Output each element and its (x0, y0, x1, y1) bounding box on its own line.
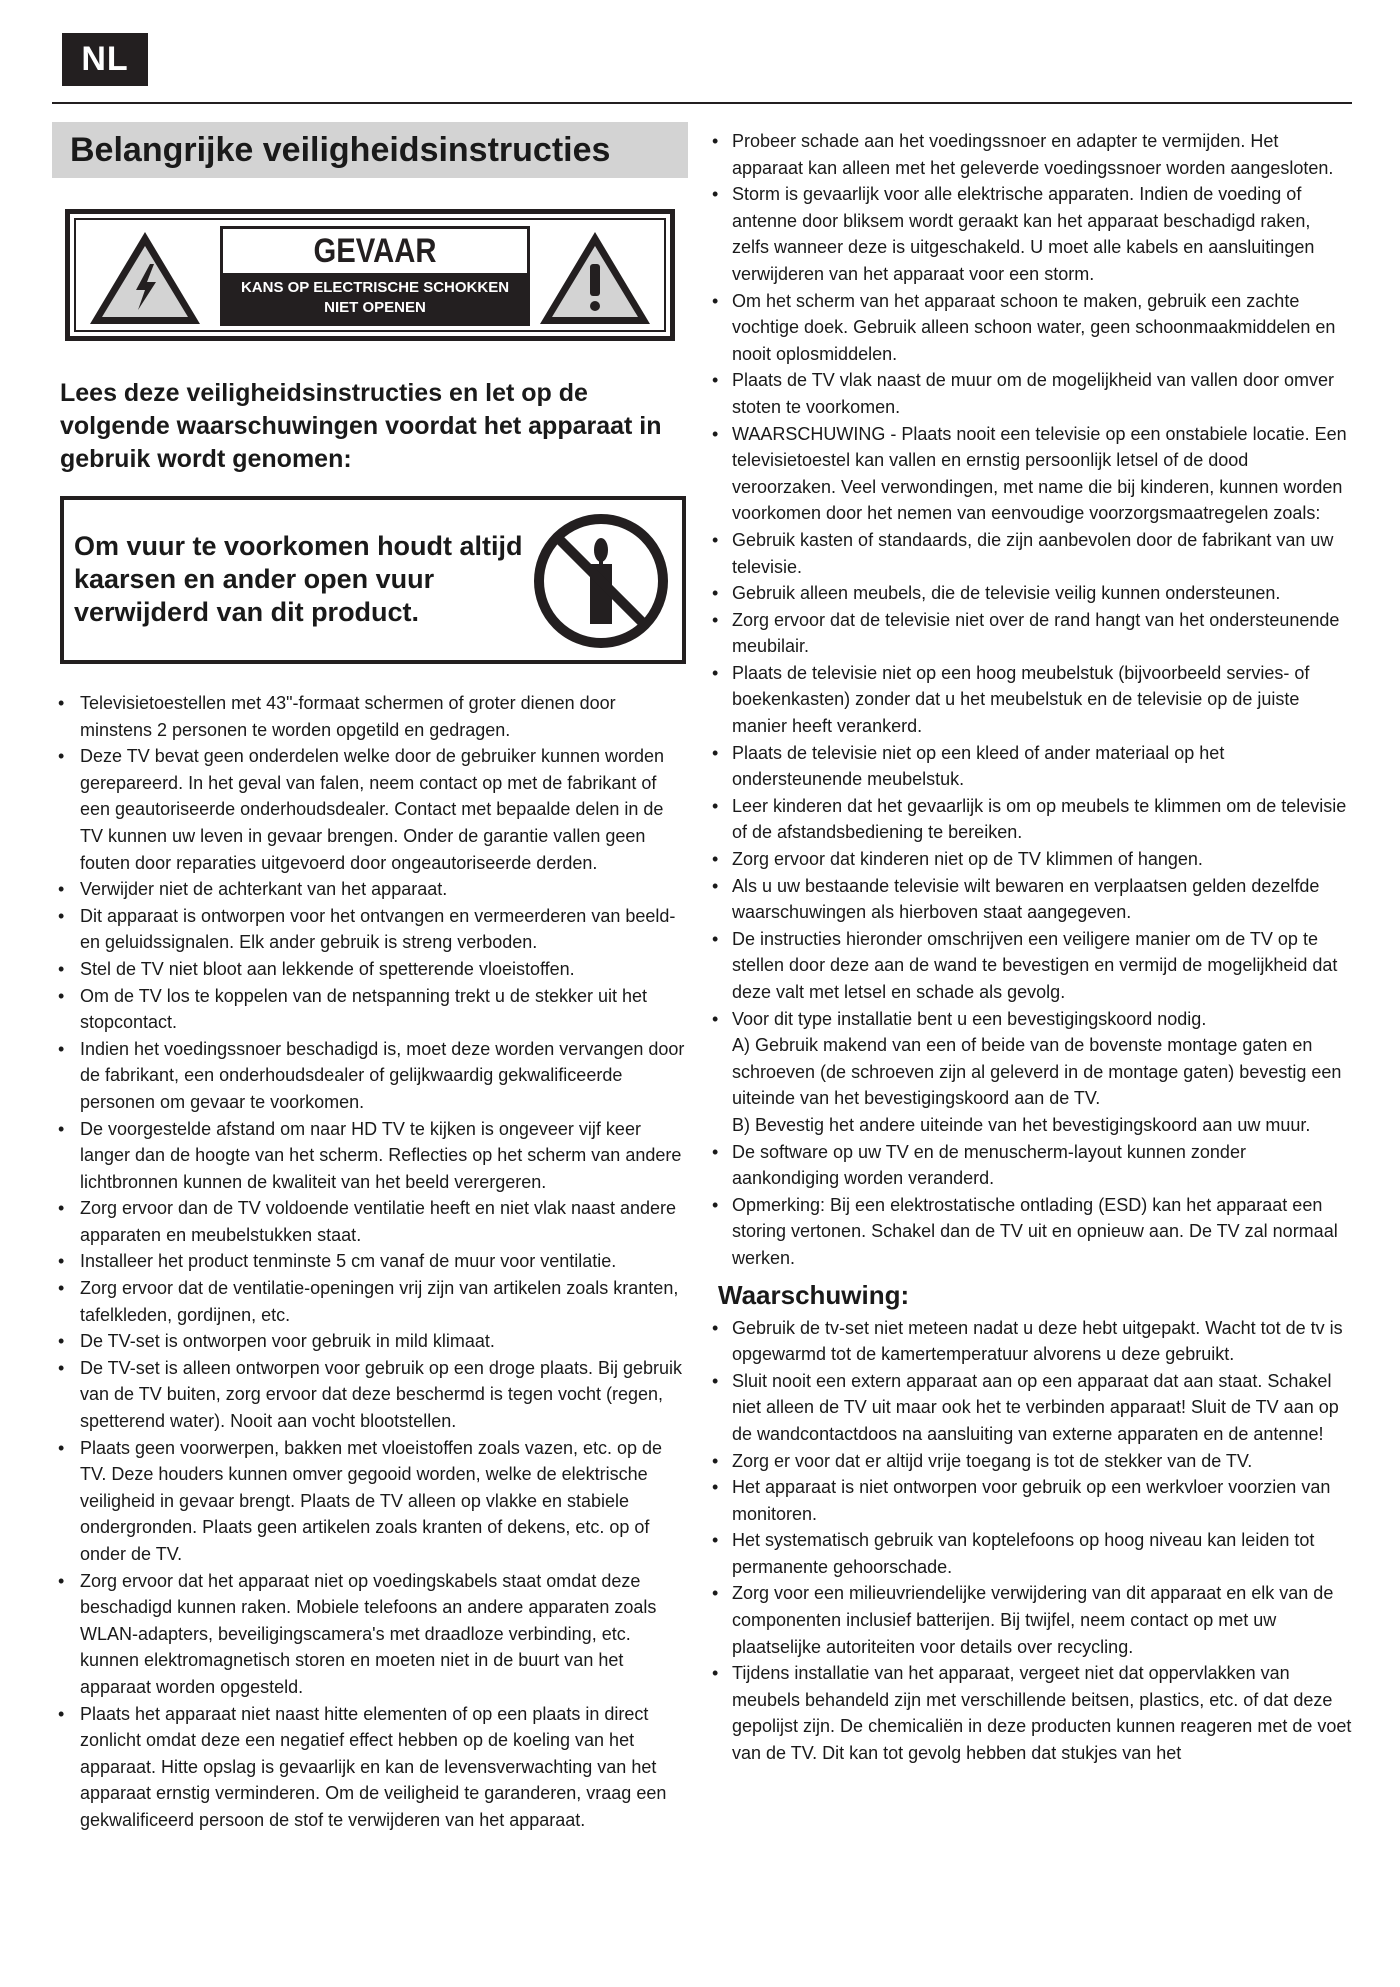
left-bullet-list (52, 690, 688, 1834)
list-item: • Installeer het product tenminste 5 cm vanaf de muur voor ventilatie. (52, 1248, 688, 1275)
left-column (52, 122, 688, 1834)
danger-heading: GEVAAR (313, 232, 437, 270)
danger-line-2: NIET OPENEN (324, 299, 426, 316)
intro-text: Lees deze veiligheidsinstructies en let op de volgende waarschuwingen voordat het apparaat in gebruik wordt genomen: (60, 379, 662, 473)
list-item: • Zorg ervoor dat de ventilatie-openingen vrij zijn van artikelen zoals kranten, tafelkleden, gordijnen, etc. (52, 1275, 688, 1328)
list-item: • Zorg ervoor dan de TV voldoende ventilatie heeft en niet vlak naast andere apparaten en meubelstukken staat. (52, 1195, 688, 1248)
list-item: • Zorg er voor dat er altijd vrije toegang is tot de stekker van de TV. (704, 1448, 1352, 1475)
list-item: • De instructies hieronder omschrijven een veiligere manier om de TV op te stellen door deze aan de wand te bevestigen en vermijd de mogelijkheid dat deze valt met letsel en schade als gevolg. (704, 926, 1352, 1006)
list-item: • De voorgestelde afstand om naar HD TV te kijken is ongeveer vijf keer langer dan de hoogte van het scherm. Reflecties op het scherm van andere lichtbronnen kunnen de kwaliteit van het beeld verergeren. (52, 1116, 688, 1196)
top-rule (52, 102, 1352, 104)
list-item: • Gebruik kasten of standaards, die zijn aanbevolen door de fabrikant van uw televisie. (704, 527, 1352, 580)
danger-label (65, 209, 675, 341)
list-item: • Gebruik de tv-set niet meteen nadat u deze hebt uitgepakt. Wacht tot de tv is opgewarmd tot de kamertemperatuur alvorens u deze gebruikt. (704, 1315, 1352, 1368)
list-item: • Leer kinderen dat het gevaarlijk is om op meubels te klimmen om de televisie of de afstandsbediening te bereiken. (704, 793, 1352, 846)
list-item: • Indien het voedingssnoer beschadigd is, moet deze worden vervangen door de fabrikant, een onderhoudsdealer of gelijkwaardig gekwalificeerde personen om gevaar te voorkomen. (52, 1036, 688, 1116)
list-item: • Dit apparaat is ontworpen voor het ontvangen en vermeerderen van beeld- en geluidssignalen. Elk ander gebruik is streng verboden. (52, 903, 688, 956)
list-item: • Televisietoestellen met 43"-formaat schermen of groter dienen door minstens 2 personen te worden opgetild en gedragen. (52, 690, 688, 743)
electric-shock-warning-icon (86, 228, 204, 328)
page-title: Belangrijke veiligheidsinstructies (70, 130, 611, 169)
list-item: • Opmerking: Bij een elektrostatische ontlading (ESD) kan het apparaat een storing vertonen. Schakel dan de TV uit en opnieuw aan. De TV zal normaal werken. (704, 1192, 1352, 1272)
language-tab: NL (62, 33, 148, 86)
candle-notice-text: Om vuur te voorkomen houdt altijd kaarsen en ander open vuur verwijderd van dit product. (74, 531, 523, 627)
title-bar (52, 122, 688, 178)
danger-subtext (223, 273, 527, 323)
list-item: • Zorg voor een milieuvriendelijke verwijdering van dit apparaat en elk van de componenten inclusief batterijen. Bij twijfel, neem contact op met uw plaatselijke autoriteiten voor details over recycling. (704, 1580, 1352, 1660)
no-candle-icon (532, 512, 670, 650)
list-item: • Plaats geen voorwerpen, bakken met vloeistoffen zoals vazen, etc. op de TV. Deze houders kunnen omver gegooid worden, welke de elektrische veiligheid in gevaar brengt. Plaats de TV alleen op vlakke en stabiele ondergronden. Plaats geen artikelen zoals kranten of dekens, etc. op of onder de TV. (52, 1435, 688, 1568)
list-item: • Deze TV bevat geen onderdelen welke door de gebruiker kunnen worden gerepareerd. In het geval van falen, neem contact op met de fabrikant of een geautoriseerde onderhoudsdealer. Contact met bepaalde delen in de TV kunnen uw leven in gevaar brengen. Onder de garantie vallen geen fouten door reparaties uitgevoerd door ongeautoriseerde derden. (52, 743, 688, 876)
list-item: • Voor dit type installatie bent u een bevestigingskoord nodig. A) Gebruik makend van een of beide van de bovenste montage gaten en schroeven (de schroeven zijn al geleverd in de montage gaten) bevestig een uiteinde van het bevestigingskoord aan de TV. B) Bevestig het andere uiteinde van het bevestigingskoord aan uw muur. (704, 1006, 1352, 1139)
warning-heading: Waarschuwing: (718, 1279, 910, 1310)
candle-notice (60, 496, 686, 664)
list-item: • De TV-set is alleen ontworpen voor gebruik op een droge plaats. Bij gebruik van de TV buiten, zorg ervoor dat deze beschermd is tegen vocht (regen, spetterend water). Nooit aan vocht blootstellen. (52, 1355, 688, 1435)
list-item: • Gebruik alleen meubels, die de televisie veilig kunnen ondersteunen. (704, 580, 1352, 607)
list-item: • Het apparaat is niet ontworpen voor gebruik op een werkvloer voorzien van monitoren. (704, 1474, 1352, 1527)
list-item: • Plaats de televisie niet op een hoog meubelstuk (bijvoorbeeld servies- of boekenkasten) zonder dat u het meubelstuk en de televisie op de juiste manier heeft verankerd. (704, 660, 1352, 740)
list-item: • Storm is gevaarlijk voor alle elektrische apparaten. Indien de voeding of antenne door bliksem wordt geraakt kan het apparaat beschadigd raken, zelfs wanneer deze is uitgeschakeld. U moet alle kabels en aansluitingen verwijderen van het apparaat voor een storm. (704, 181, 1352, 287)
list-item: • WAARSCHUWING - Plaats nooit een televisie op een onstabiele locatie. Een televisietoestel kan vallen en ernstig persoonlijk letsel of de dood veroorzaken. Veel verwondingen, met name die bij kinderen, kunnen worden voorkomen door het nemen van eenvoudige voorzorgsmaatregelen zoals: (704, 421, 1352, 527)
list-item: • Als u uw bestaande televisie wilt bewaren en verplaatsen gelden dezelfde waarschuwingen als hierboven staat aangegeven. (704, 873, 1352, 926)
list-item: • Sluit nooit een extern apparaat aan op een apparaat dat aan staat. Schakel niet alleen de TV uit maar ook het te verbinden apparaat! Sluit de TV aan op de wandcontactdoos na aansluiting van externe apparaten en de antenne! (704, 1368, 1352, 1448)
list-item: • Zorg ervoor dat kinderen niet op de TV klimmen of hangen. (704, 846, 1352, 873)
list-item: • Om de TV los te koppelen van de netspanning trekt u de stekker uit het stopcontact. (52, 983, 688, 1036)
list-item: • Plaats de TV vlak naast de muur om de mogelijkheid van vallen door omver stoten te voorkomen. (704, 367, 1352, 420)
list-item: • Zorg ervoor dat de televisie niet over de rand hangt van het ondersteunende meubilair. (704, 607, 1352, 660)
list-item: • Stel de TV niet bloot aan lekkende of spetterende vloeistoffen. (52, 956, 688, 983)
list-item: • Plaats de televisie niet op een kleed of ander materiaal op het ondersteunende meubelstuk. (704, 740, 1352, 793)
list-item: • Om het scherm van het apparaat schoon te maken, gebruik een zachte vochtige doek. Gebruik alleen schoon water, geen schoonmaakmiddelen en nooit oplosmiddelen. (704, 288, 1352, 368)
danger-text-panel (220, 226, 530, 326)
list-item: • Tijdens installatie van het apparaat, vergeet niet dat oppervlakken van meubels behandeld zijn met verschillende beitsen, plastics, etc. of dat deze gepolijst zijn. De chemicaliën in deze producten kunnen reageren met de voet van de TV. Dit kan tot gevolg hebben dat stukjes van het (704, 1660, 1352, 1766)
list-item: • Plaats het apparaat niet naast hitte elementen of op een plaats in direct zonlicht omdat deze een negatief effect hebben op de koeling van het apparaat. Hitte opslag is gevaarlijk en kan de levensverwachting van het apparaat ernstig verminderen. Om de veiligheid te garanderen, vraag een gekwalificeerd persoon de stof te verwijderen van het apparaat. (52, 1701, 688, 1834)
list-item: • Het systematisch gebruik van koptelefoons op hoog niveau kan leiden tot permanente gehoorschade. (704, 1527, 1352, 1580)
list-item: • Probeer schade aan het voedingssnoer en adapter te vermijden. Het apparaat kan alleen met het geleverde voedingssnoer worden aangesloten. (704, 128, 1352, 181)
warning-bullet-list (704, 1315, 1352, 1767)
list-item: • Zorg ervoor dat het apparaat niet op voedingskabels staat omdat deze beschadigd kunnen raken. Mobiele telefoons an andere apparaten zoals WLAN-adapters, beveiligingscamera's met draadloze verbinding, etc. kunnen elektromagnetisch storen en moeten niet in de buurt van het apparaat worden opgesteld. (52, 1568, 688, 1701)
list-item: • De TV-set is ontworpen voor gebruik in mild klimaat. (52, 1328, 688, 1355)
right-bullet-list (704, 128, 1352, 1272)
danger-line-1: KANS OP ELECTRISCHE SCHOKKEN (240, 279, 510, 296)
exclamation-warning-icon (536, 228, 654, 328)
list-item: • De software op uw TV en de menuscherm-layout kunnen zonder aankondiging worden veranderd. (704, 1139, 1352, 1192)
list-item: • Verwijder niet de achterkant van het apparaat. (52, 876, 688, 903)
right-column (704, 128, 1352, 1767)
